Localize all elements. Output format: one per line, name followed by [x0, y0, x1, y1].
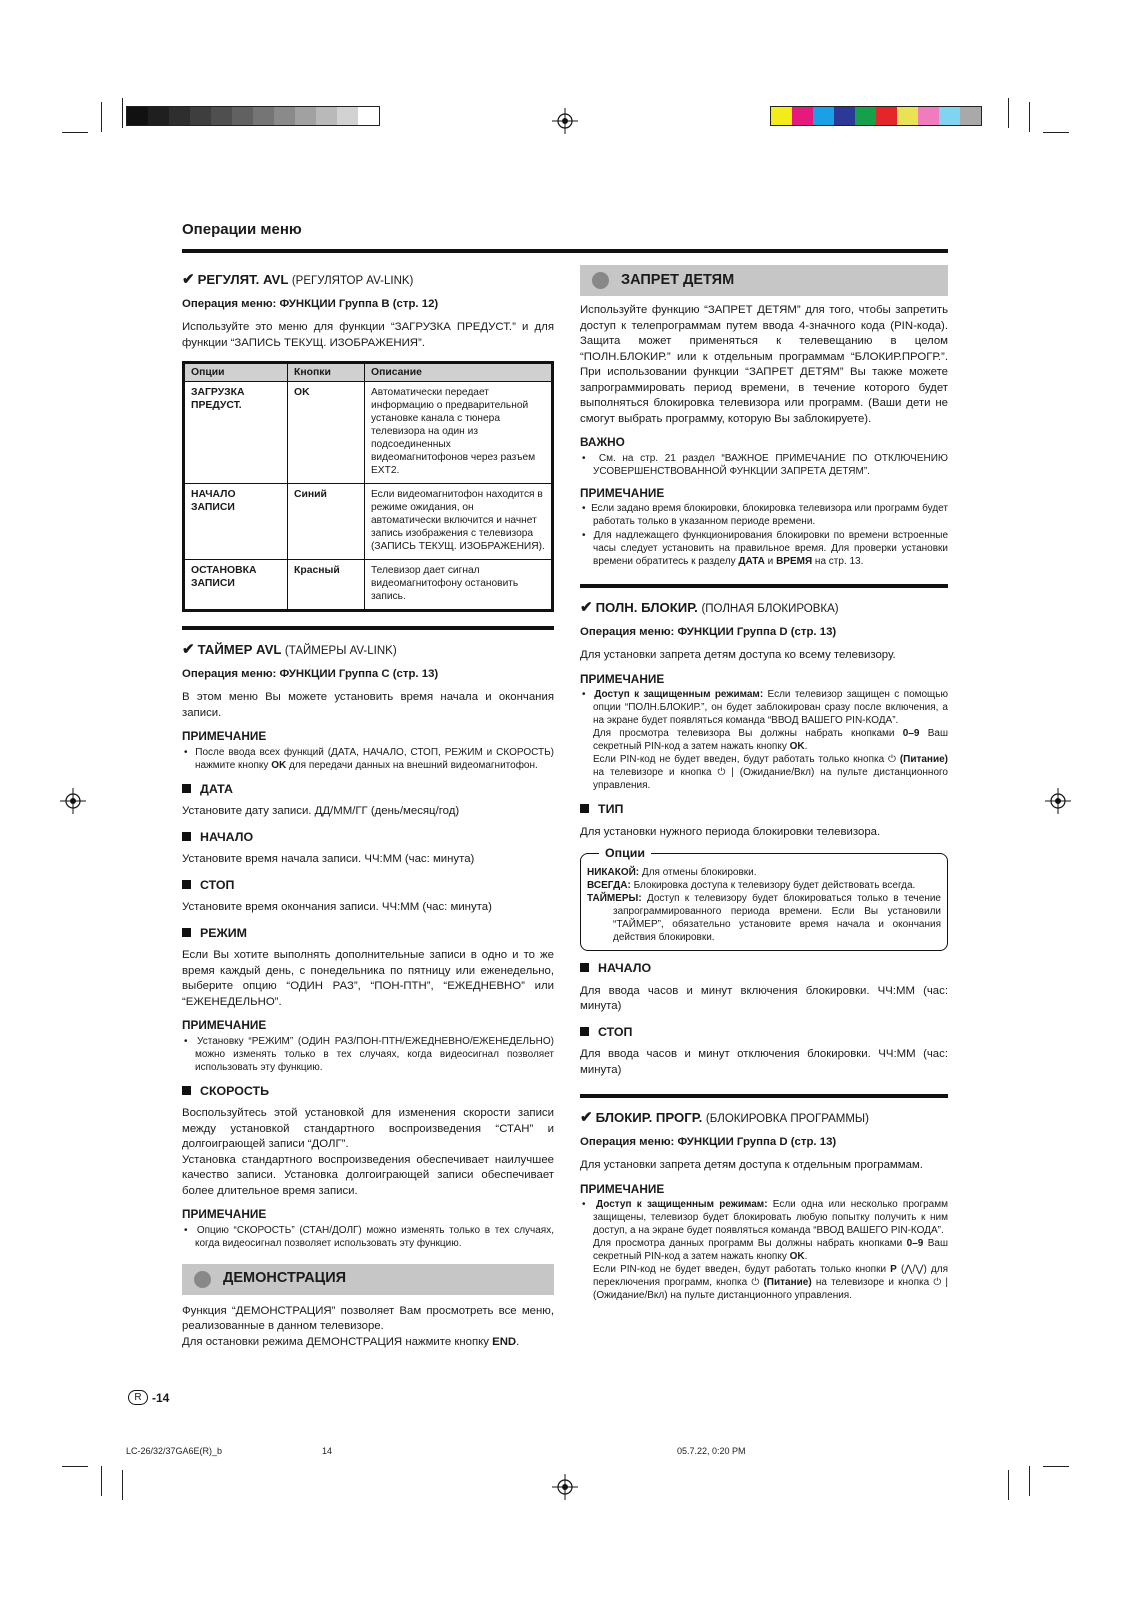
gray-swatch	[190, 107, 211, 125]
header-rule	[182, 249, 948, 253]
section-text: Для установки нужного периода блокировки телевизора.	[580, 825, 881, 838]
column-header: Кнопки	[288, 363, 365, 382]
note-title: ПРИМЕЧАНИЕ	[580, 671, 665, 686]
color-swatch	[771, 107, 792, 125]
options-box-label: Опции	[599, 845, 651, 861]
color-swatch	[897, 107, 918, 125]
footer-page: 14	[322, 1446, 333, 1456]
options-box	[580, 846, 948, 951]
checkmark-icon: ✔	[182, 641, 195, 658]
square-bullet-icon	[182, 784, 191, 793]
checkmark-icon: ✔	[182, 271, 195, 288]
gray-swatch	[316, 107, 337, 125]
section-text: Функция “ДЕМОНСТРАЦИЯ” позволяет Вам просмотреть все меню, реализованные в данном телевизоре.	[182, 1304, 554, 1332]
note-title: ПРИМЕЧАНИЕ	[182, 729, 267, 743]
menu-operation: Операция меню: ФУНКЦИИ Группа D (стр. 13)	[580, 625, 837, 638]
color-swatch	[855, 107, 876, 125]
note-item: • Доступ к защищенным режимам: Если телевизор защищен с помощью опции “ПОЛН.БЛОКИР.”, он будет заблокирован сразу после включения, а на экране будет появляться команда “ВВОД ВАШЕГО PIN-КОДА”. Для просмотра телевизора Вы должны набрать кнопками 0–9 Ваш секретный PIN-код а затем нажать кнопку OK. Если PIN-код не будет введен, будут работать только кнопка ⏻ (Питание) на телевизоре и кнопка ⏻ | (Ожидание/Вкл) на пульте дистанционного управления.	[582, 689, 949, 791]
square-bullet-icon	[580, 1027, 589, 1036]
note-item: • После ввода всех функций (ДАТА, НАЧАЛО, СТОП, РЕЖИМ и СКОРОСТЬ) нажмите кнопку OK для передачи данных на внешний видеомагнитофон.	[184, 746, 554, 771]
color-swatch	[792, 107, 813, 125]
note-item: • Опцию “СКОРОСТЬ” (СТАН/ДОЛГ) можно изменять только в тех случаях, когда видеосигнал позволяет использовать эту функцию.	[184, 1224, 554, 1249]
note-item: • Установку “РЕЖИМ” (ОДИН РАЗ/ПОН-ПТН/ЕЖЕДНЕВНО/ЕЖЕНЕДЕЛЬНО) можно изменять только в тех случаях, когда видеосигнал позволяет использовать эту функцию.	[184, 1035, 555, 1073]
standby-icon: ⏻ |	[933, 1277, 948, 1288]
note-title: ПРИМЕЧАНИЕ	[182, 1207, 267, 1221]
demo-banner: ДЕМОНСТРАЦИЯ	[182, 1264, 554, 1295]
full-lock-title: ✔ ПОЛН. БЛОКИР. (ПОЛНАЯ БЛОКИРОВКА)	[580, 599, 839, 616]
section-text: Для остановки режима ДЕМОНСТРАЦИЯ нажмите кнопку END.	[182, 1335, 520, 1348]
section-text: Для ввода часов и минут отключения блокировки. ЧЧ:ММ (час: минута)	[580, 1048, 948, 1076]
registration-mark-icon	[60, 788, 86, 814]
section-rule	[580, 584, 948, 588]
square-bullet-icon	[182, 928, 191, 937]
power-icon: ⏻	[751, 1277, 760, 1288]
subsection-start: НАЧАЛО	[182, 830, 554, 846]
square-bullet-icon	[182, 880, 191, 889]
avl-regulator-title: ✔ РЕГУЛЯТ. AVL (РЕГУЛЯТОР AV-LINK)	[182, 271, 414, 288]
subsection-stop: СТОП	[580, 1025, 948, 1041]
option-none: НИКАКОЙ: Для отмены блокировки.	[587, 867, 757, 878]
circle-bullet-icon	[592, 272, 609, 289]
checkmark-icon: ✔	[580, 599, 593, 616]
color-swatch	[918, 107, 939, 125]
subsection-speed: СКОРОСТЬ	[182, 1084, 554, 1100]
section-text: Используйте это меню для функции “ЗАГРУЗКА ПРЕДУСТ.” и для функции “ЗАПИСЬ ТЕКУЩ. ИЗОБРАЖЕНИЯ”.	[182, 321, 554, 349]
footer-timestamp: 05.7.22, 0:20 PM	[677, 1446, 746, 1456]
gray-swatch	[337, 107, 358, 125]
menu-operation: Операция меню: ФУНКЦИИ Группа B (стр. 12)	[182, 297, 439, 310]
gray-swatch	[127, 107, 148, 125]
gray-swatch	[148, 107, 169, 125]
square-bullet-icon	[182, 1086, 191, 1095]
avl-timer-title: ✔ ТАЙМЕР AVL (ТАЙМЕРЫ AV-LINK)	[182, 641, 397, 658]
grayscale-calibration-bar	[126, 106, 380, 126]
power-icon: ⏻	[888, 754, 896, 765]
gray-swatch	[358, 107, 379, 125]
checkmark-icon: ✔	[580, 1109, 593, 1126]
program-lock-title: ✔ БЛОКИР. ПРОГР. (БЛОКИРОВКА ПРОГРАММЫ)	[580, 1109, 869, 1126]
note-title: ПРИМЕЧАНИЕ	[580, 485, 665, 500]
color-swatch	[960, 107, 981, 125]
subsection-start: НАЧАЛО	[580, 961, 948, 977]
section-text: Установите время начала записи. ЧЧ:ММ (час: минута)	[182, 853, 475, 865]
square-bullet-icon	[580, 804, 589, 813]
subsection-stop: СТОП	[182, 878, 554, 894]
subsection-type: ТИП	[580, 802, 948, 818]
registration-mark-icon	[552, 1474, 578, 1500]
square-bullet-icon	[580, 963, 589, 972]
section-rule	[182, 626, 554, 630]
gray-swatch	[211, 107, 232, 125]
section-text: Установите время окончания записи. ЧЧ:ММ (час: минута)	[182, 901, 492, 913]
table-header-row	[184, 363, 553, 382]
option-cell: ОСТАНОВКА ЗАПИСИ	[184, 560, 288, 611]
button-cell: Синий	[288, 484, 365, 560]
section-text: В этом меню Вы можете установить время начала и окончания записи.	[182, 691, 554, 719]
gray-swatch	[295, 107, 316, 125]
description-cell: Автоматически передает информацию о предварительной установке канала с тюнера телевизора на один из подсоединенных видеомагнитофонов через разъем EXT2.	[365, 382, 553, 484]
option-timers: ТАЙМЕРЫ: Доступ к телевизору будет блокироваться только в течение запрограммированного периода времени. Если Вы установили “ТАЙМЕР”, обязательно установите время начала и окончания действия блокировки.	[587, 893, 941, 943]
menu-operation: Операция меню: ФУНКЦИИ Группа D (стр. 13)	[580, 1135, 837, 1148]
note-title: ПРИМЕЧАНИЕ	[182, 1018, 267, 1032]
note-item: • Если задано время блокировки, блокировка телевизора или программ будет работать только в указанном периоде времени.	[582, 503, 948, 527]
table-row	[184, 484, 553, 560]
section-rule	[580, 1094, 948, 1098]
menu-operation: Операция меню: ФУНКЦИИ Группа C (стр. 13)	[182, 667, 439, 680]
child-lock-banner: ЗАПРЕТ ДЕТЯМ	[580, 265, 948, 296]
standby-icon: ⏻ |	[717, 767, 734, 778]
color-swatch	[813, 107, 834, 125]
gray-swatch	[169, 107, 190, 125]
column-header: Описание	[365, 363, 553, 382]
section-text: Для ввода часов и минут включения блокировки. ЧЧ:ММ (час: минута)	[580, 984, 948, 1012]
subsection-date: ДАТА	[182, 782, 554, 798]
right-column	[580, 265, 948, 1302]
section-text: Для установки запрета детям доступа ко всему телевизору.	[580, 649, 896, 661]
color-swatch	[834, 107, 855, 125]
channel-up-down-icon: (⋀/⋁)	[900, 1264, 927, 1275]
registration-mark-icon	[1045, 788, 1071, 814]
region-mark: R	[128, 1390, 148, 1405]
button-cell: OK	[288, 382, 365, 484]
section-text: Установка стандартного воспроизведения обеспечивает наилучшее качество записи. Установка долгоиграющей записи обеспечивает более длительное время записи.	[182, 1153, 554, 1197]
note-item: • См. на стр. 21 раздел “ВАЖНОЕ ПРИМЕЧАНИЕ ПО ОТКЛЮЧЕНИЮ УСОВЕРШЕНСТВОВАННОЙ ФУНКЦИИ ЗАПРЕТА ДЕТЯМ”.	[582, 452, 949, 477]
gray-swatch	[232, 107, 253, 125]
color-swatch	[939, 107, 960, 125]
description-cell: Если видеомагнитофон находится в режиме ожидания, он автоматически включится и начнет запись изображения с телевизора (ЗАПИСЬ ТЕКУЩ. ИЗОБРАЖЕНИЯ).	[365, 484, 553, 560]
section-text: Используйте функцию “ЗАПРЕТ ДЕТЯМ” для того, чтобы запретить доступ к телепрограммам путем ввода 4-значного кода (PIN-кода). Защита может применяться к телевещанию в целом “ПОЛН.БЛОКИР.” или к отдельным программам “БЛОКИР.ПРОГР.”. При использовании функции “ЗАПРЕТ ДЕТЯМ” Вы также можете запрограммировать период времени, в течение которого будет выполняться блокировка телевизора или программ. (Ваши дети не смогут выбрать программу, которую Вы заблокируете).	[580, 304, 948, 425]
table-row	[184, 382, 553, 484]
color-calibration-bar	[770, 106, 982, 126]
important-title: ВАЖНО	[580, 435, 625, 449]
page-title: Операции меню	[182, 221, 302, 238]
registration-mark-icon	[552, 108, 578, 134]
footer-file: LC-26/32/37GA6E(R)_b	[126, 1446, 223, 1456]
gray-swatch	[253, 107, 274, 125]
note-title: ПРИМЕЧАНИЕ	[580, 1181, 665, 1196]
left-column	[182, 272, 554, 1350]
option-always: ВСЕГДА: Блокировка доступа к телевизору будет действовать всегда.	[587, 880, 916, 891]
color-swatch	[876, 107, 897, 125]
option-cell: НАЧАЛО ЗАПИСИ	[184, 484, 288, 560]
gray-swatch	[274, 107, 295, 125]
section-text: Воспользуйтесь этой установкой для изменения скорости записи между установкой стандартного воспроизведения “СТАН” и долгоиграющей записи “ДОЛГ”.	[182, 1107, 554, 1150]
section-text: Если Вы хотите выполнять дополнительные записи в одно и то же время каждый день, с понедельника по пятницу или еженедельно, выберите опцию “ОДИН РАЗ”, “ПОН-ПТН”, “ЕЖЕДНЕВНО” или “ЕЖЕНЕДЕЛЬНО”.	[182, 949, 554, 1008]
subsection-mode: РЕЖИМ	[182, 926, 554, 942]
page-number: R -14	[128, 1390, 169, 1405]
description-cell: Телевизор дает сигнал видеомагнитофону остановить запись.	[365, 560, 553, 611]
note-item: • Для надлежащего функционирования блокировки по времени встроенные часы следует установить на правильное время. Для проверки установки времени обратитесь к разделу ДАТА и ВРЕМЯ на стр. 13.	[582, 530, 949, 567]
option-cell: ЗАГРУЗКА ПРЕДУСТ.	[184, 382, 288, 484]
avl-options-table	[182, 361, 554, 612]
button-cell: Красный	[288, 560, 365, 611]
square-bullet-icon	[182, 832, 191, 841]
column-header: Опции	[184, 363, 288, 382]
section-text: Для установки запрета детям доступа к отдельным программам.	[580, 1159, 923, 1171]
section-text: Установите дату записи. ДД/ММ/ГГ (день/месяц/год)	[182, 805, 460, 817]
note-item: • Доступ к защищенным режимам: Если одна или несколько программ защищены, телевизор будет блокировать любую попытку получить к ним доступ, а на экране будет появляться команда “ВВОД ВАШЕГО PIN-КОДА”. Для просмотра данных программ Вы должны набрать кнопками 0–9 Ваш секретный PIN-код а затем нажать кнопку OK. Если PIN-код не будет введен, будут работать только кнопки P (⋀/⋁) для переключения программ, кнопка ⏻ (Питание) на телевизоре и кнопка ⏻ | (Ожидание/Вкл) на пульте дистанционного управления.	[582, 1199, 948, 1301]
circle-bullet-icon	[194, 1271, 211, 1288]
table-row	[184, 560, 553, 611]
